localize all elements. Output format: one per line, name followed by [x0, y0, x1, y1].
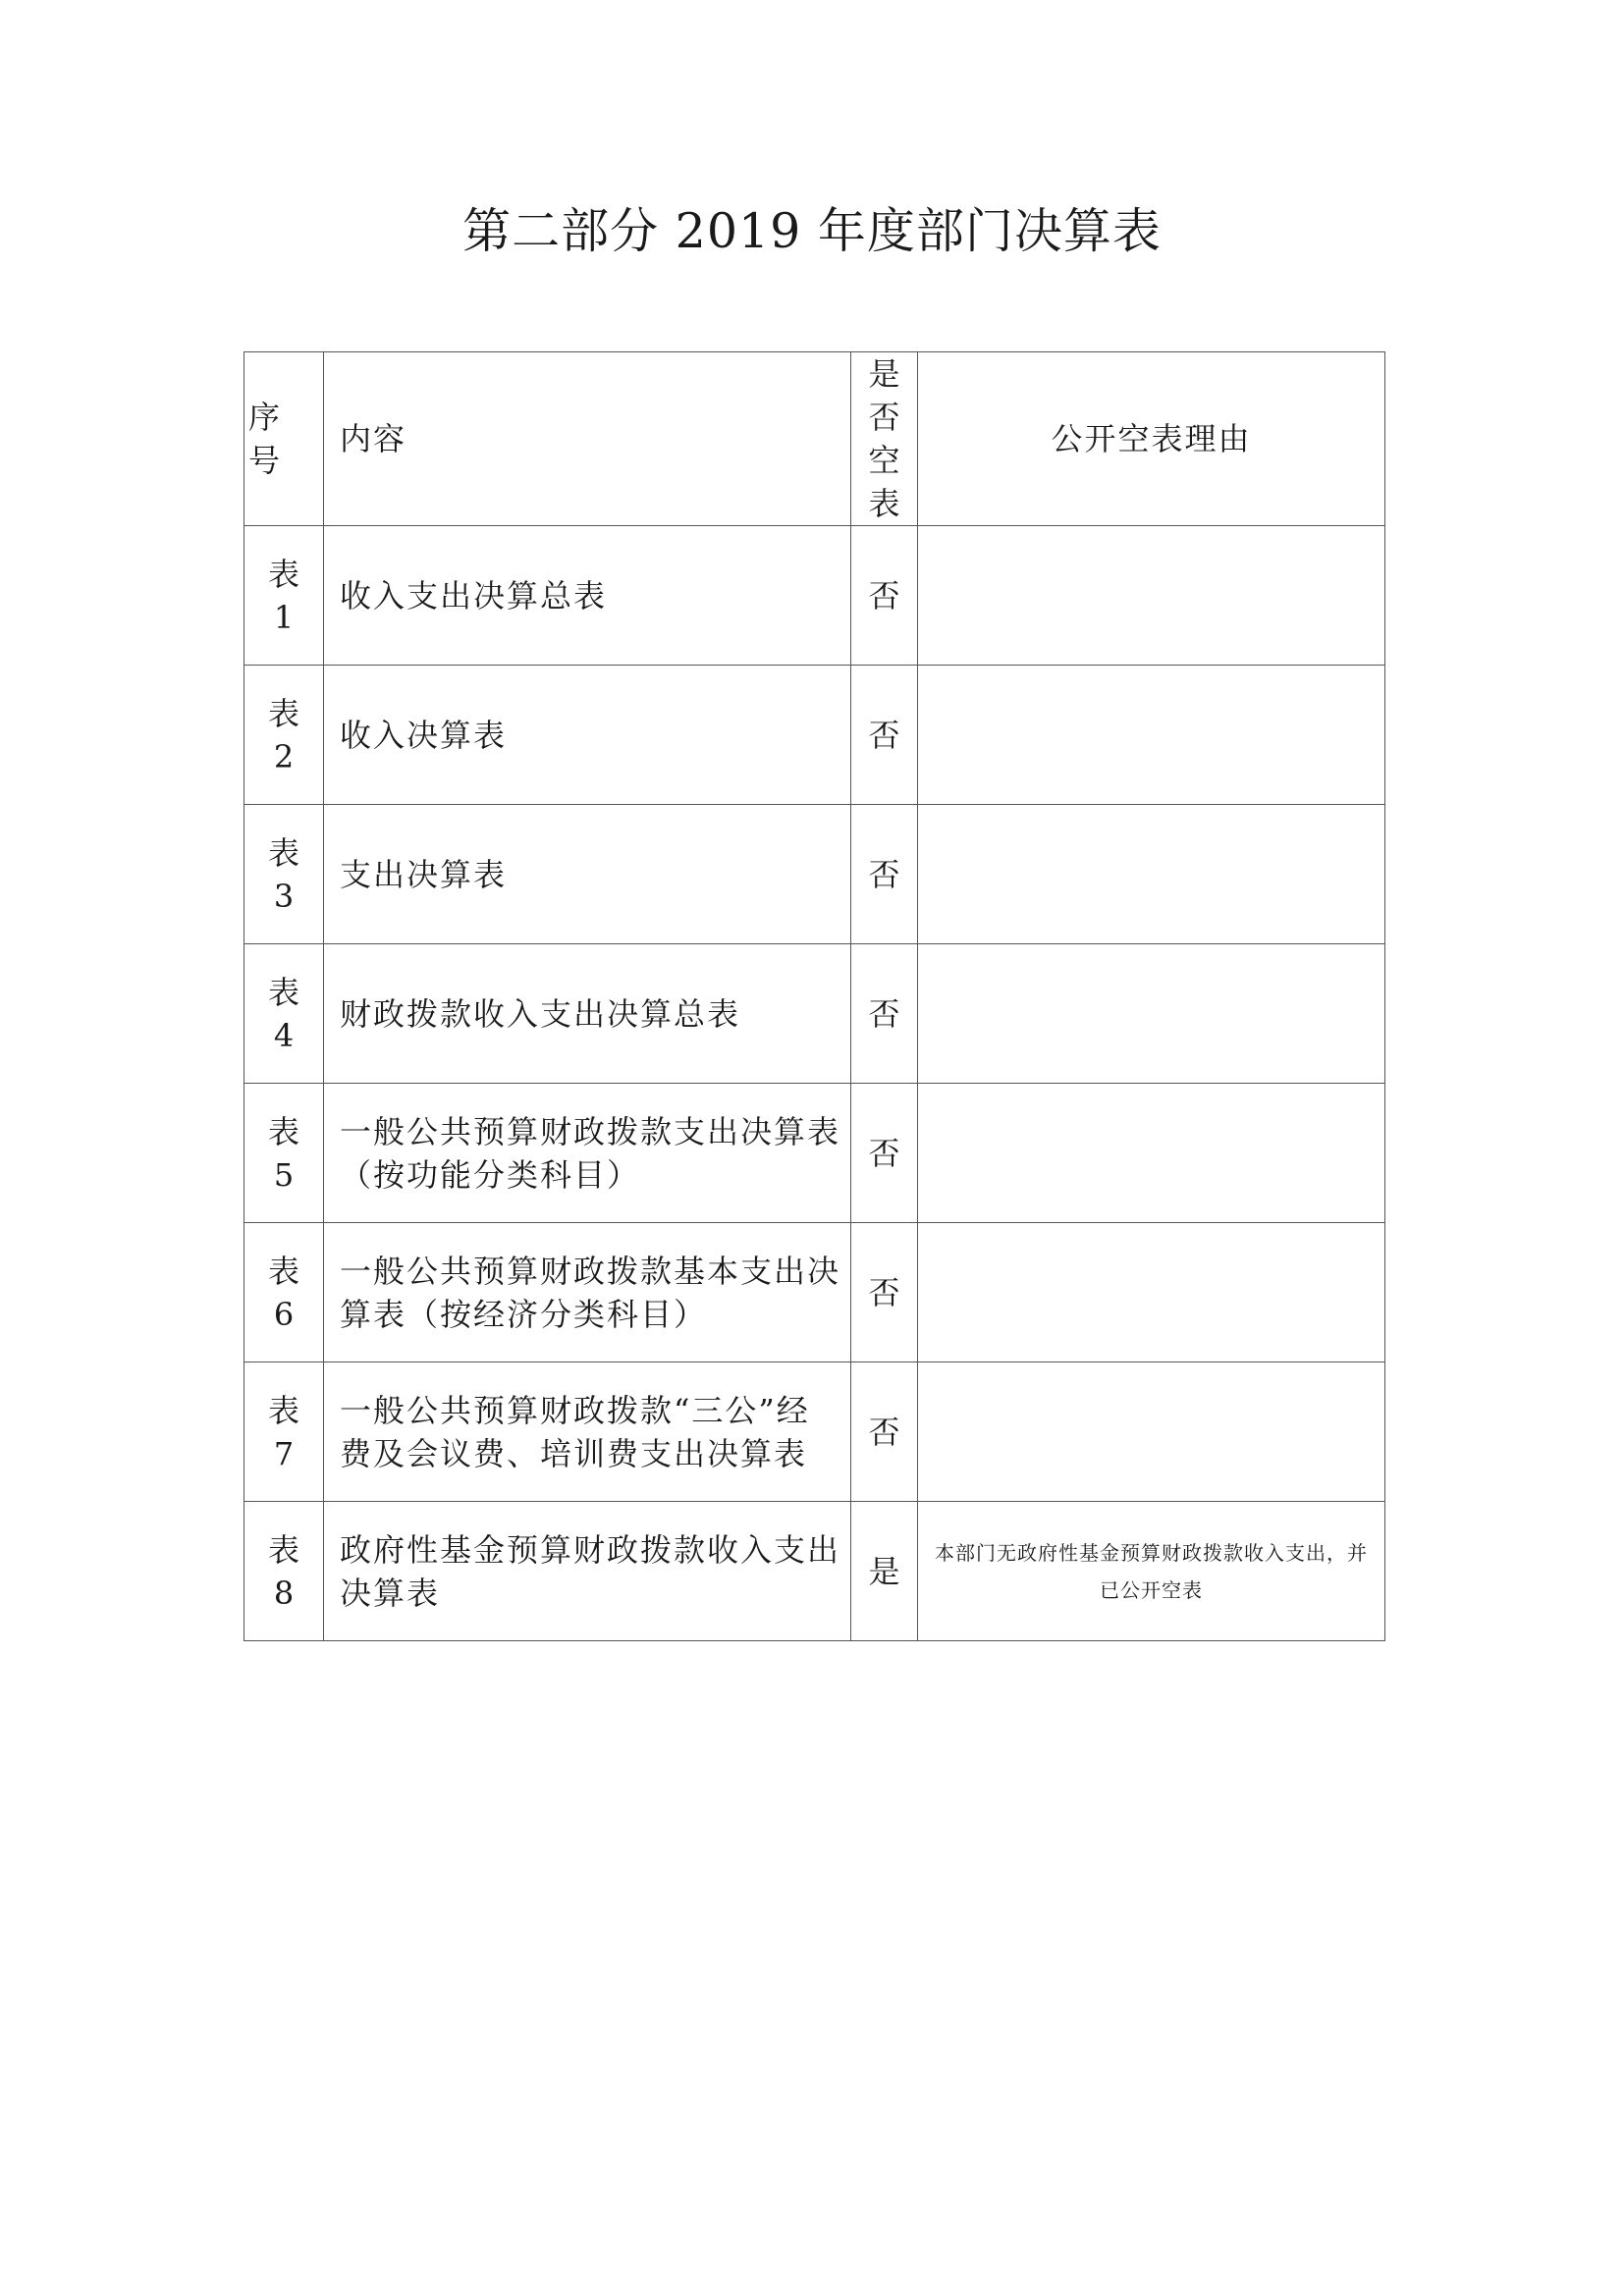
row-content: 一般公共预算财政拨款“三公”经费及会议费、培训费支出决算表	[324, 1362, 851, 1502]
table-row	[244, 526, 1385, 666]
table-row	[244, 666, 1385, 805]
report-table	[244, 351, 1385, 1641]
row-is-empty: 否	[851, 666, 918, 805]
table-row	[244, 1223, 1385, 1362]
row-reason	[918, 944, 1385, 1084]
row-is-empty: 否	[851, 1084, 918, 1223]
header-seq: 序号	[244, 352, 324, 526]
row-reason	[918, 1362, 1385, 1502]
table-row	[244, 805, 1385, 944]
table-row	[244, 1084, 1385, 1223]
row-is-empty: 否	[851, 1223, 918, 1362]
row-reason	[918, 805, 1385, 944]
row-is-empty: 否	[851, 944, 918, 1084]
row-reason: 本部门无政府性基金预算财政拨款收入支出，并已公开空表	[918, 1502, 1385, 1641]
row-seq: 表 3	[244, 805, 324, 944]
row-seq: 表 5	[244, 1084, 324, 1223]
row-is-empty: 否	[851, 805, 918, 944]
table-row	[244, 1502, 1385, 1641]
row-content: 一般公共预算财政拨款支出决算表（按功能分类科目）	[324, 1084, 851, 1223]
row-reason	[918, 1084, 1385, 1223]
row-seq: 表 6	[244, 1223, 324, 1362]
row-reason	[918, 1223, 1385, 1362]
row-is-empty: 是	[851, 1502, 918, 1641]
row-reason	[918, 526, 1385, 666]
row-content: 收入支出决算总表	[324, 526, 851, 666]
header-reason: 公开空表理由	[918, 352, 1385, 526]
page-title: 第二部分 2019 年度部门决算表	[462, 203, 1162, 259]
row-seq: 表 1	[244, 526, 324, 666]
table-header-row	[244, 352, 1385, 526]
row-content: 政府性基金预算财政拨款收入支出决算表	[324, 1502, 851, 1641]
row-content: 一般公共预算财政拨款基本支出决算表（按经济分类科目）	[324, 1223, 851, 1362]
row-seq: 表 2	[244, 666, 324, 805]
row-content: 支出决算表	[324, 805, 851, 944]
row-seq: 表 4	[244, 944, 324, 1084]
header-is-empty: 是否空表	[851, 352, 918, 526]
row-reason	[918, 666, 1385, 805]
row-seq: 表 7	[244, 1362, 324, 1502]
table-row	[244, 944, 1385, 1084]
row-content: 收入决算表	[324, 666, 851, 805]
table-row	[244, 1362, 1385, 1502]
header-content: 内容	[324, 352, 851, 526]
row-is-empty: 否	[851, 526, 918, 666]
row-seq: 表 8	[244, 1502, 324, 1641]
row-content: 财政拨款收入支出决算总表	[324, 944, 851, 1084]
row-is-empty: 否	[851, 1362, 918, 1502]
